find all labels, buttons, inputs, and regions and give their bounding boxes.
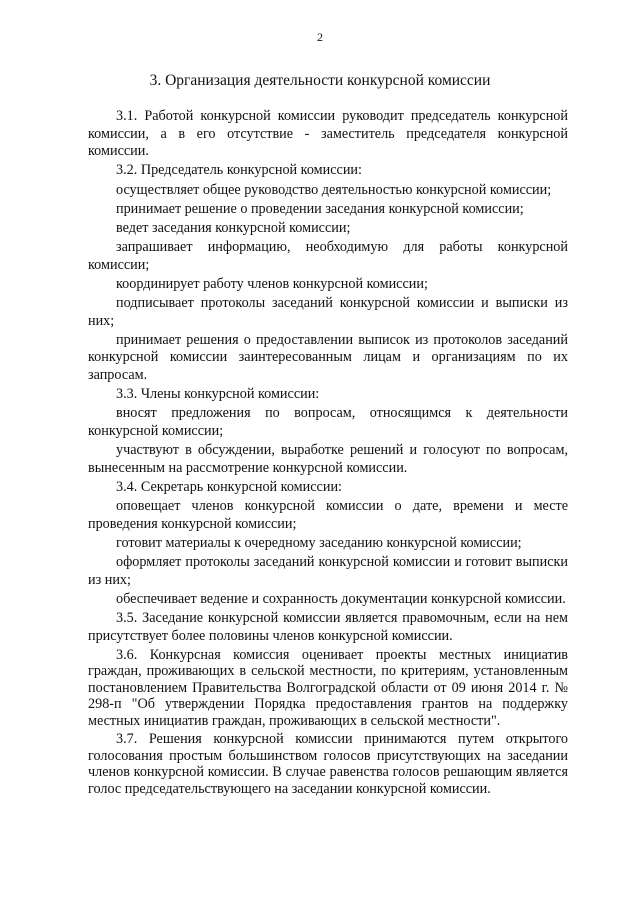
paragraph-3-3: 3.3. Члены конкурсной комиссии:: [116, 386, 320, 403]
paragraph-3-2: 3.2. Председатель конкурсной комиссии:: [116, 162, 362, 179]
list-item: координирует работу членов конкурсной комиссии;: [116, 275, 428, 292]
list-item: запрашивает информацию, необходимую для работы конкурсной комиссии;: [88, 239, 568, 273]
list-item: осуществляет общее руководство деятельностью конкурсной комиссии;: [116, 181, 552, 198]
section-title: 3. Организация деятельности конкурсной комиссии: [149, 72, 491, 89]
list-item: участвуют в обсуждении, выработке решений и голосуют по вопросам, вынесенным на рассмотрение конкурсной комиссии.: [88, 442, 568, 476]
list-item: подписывает протоколы заседаний конкурсной комиссии и выписки из них;: [88, 295, 568, 329]
page-number: 2: [317, 30, 323, 44]
paragraph-3-6: 3.6. Конкурсная комиссия оценивает проекты местных инициатив граждан, проживающих в сельской местности, по критериям, установленным постановлением Правительства Волгоградской области от 09 июня 2014 г. № 298-п "Об утверждении Порядка предоставления грантов на поддержку местных инициатив граждан, проживающих в сельской местности".: [88, 646, 568, 729]
paragraph-3-1: 3.1. Работой конкурсной комиссии руководит председатель конкурсной комиссии, а в его отсутствие - заместитель председателя конкурсной комиссии.: [88, 108, 568, 160]
paragraph-3-5: 3.5. Заседание конкурсной комиссии является правомочным, если на нем присутствует более половины членов конкурсной комиссии.: [88, 610, 568, 644]
list-item: принимает решение о проведении заседания конкурсной комиссии;: [116, 200, 524, 217]
list-item: оповещает членов конкурсной комиссии о дате, времени и месте проведения конкурсной комиссии;: [88, 498, 568, 532]
paragraph-3-7: 3.7. Решения конкурсной комиссии принимаются путем открытого голосования простым большинством голосов присутствующих на заседании членов конкурсной комиссии. В случае равенства голосов решающим является голос председательствующего на заседании конкурсной комиссии.: [88, 731, 568, 797]
list-item: принимает решения о предоставлении выписок из протоколов заседаний конкурсной комиссии заинтересованным лицам и организациям по их запросам.: [88, 331, 568, 384]
list-item: вносят предложения по вопросам, относящимся к деятельности конкурсной комиссии;: [88, 405, 568, 440]
list-item: обеспечивает ведение и сохранность документации конкурсной комиссии.: [116, 590, 566, 607]
list-item: готовит материалы к очередному заседанию конкурсной комиссии;: [116, 534, 522, 551]
list-item: ведет заседания конкурсной комиссии;: [116, 219, 351, 236]
list-item: оформляет протоколы заседаний конкурсной комиссии и готовит выписки из них;: [88, 554, 568, 588]
document-body: [88, 108, 568, 799]
paragraph-3-4: 3.4. Секретарь конкурсной комиссии:: [116, 479, 342, 495]
